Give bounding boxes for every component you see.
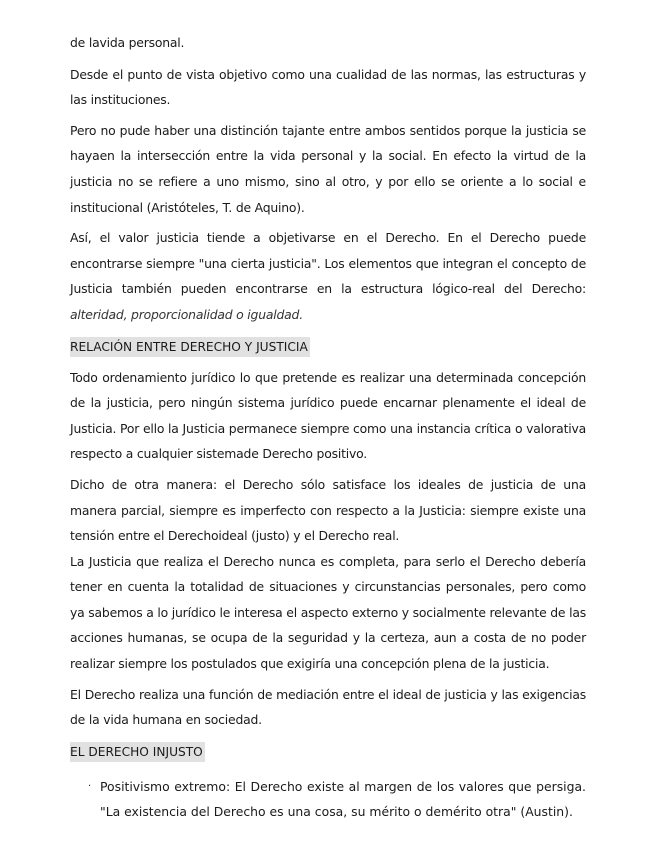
- section-heading-relation: RELACIÓN ENTRE DERECHO Y JUSTICIA: [70, 337, 310, 357]
- document-body: [70, 30, 586, 825]
- list-item: [70, 774, 586, 825]
- paragraph-objective-view: Desde el punto de vista objetivo como una cualidad de las normas, las estructuras y las instituciones.: [70, 66, 586, 108]
- section-heading-unjust-law: EL DERECHO INJUSTO: [70, 742, 205, 762]
- paragraph-justice-value-italic: alteridad, proporcionalidad o igualdad.: [70, 306, 303, 322]
- list-item-text: Positivismo extremo: El Derecho existe al margen de los valores que persiga. "La existencia del Derecho es una cosa, su mérito o demérito otra" (Austin).: [100, 778, 586, 820]
- paragraph-mediation: El Derecho realiza una función de mediación entre el ideal de justicia y las exigencias de la vida humana en sociedad.: [70, 686, 586, 728]
- paragraph-legal-order: Todo ordenamiento jurídico lo que pretende es realizar una determinada concepción de la justicia, pero ningún sistema jurídico puede encarnar plenamente el ideal de Justicia. Por ello la Justicia permanece siempre como una instancia crítica o valorativa respecto a cualquier sistemade Derecho positivo.: [70, 369, 586, 462]
- bullet-icon: ·: [88, 780, 92, 792]
- paragraph-justice-incomplete: La Justicia que realiza el Derecho nunca es completa, para serlo el Derecho debería tener en cuenta la totalidad de situaciones y circunstancias personales, pero como ya sabemos a lo jurídico le interesa el aspecto externo y socialmente relevante de las acciones humanas, se ocupa de la seguridad y la certeza, aun a costa de no poder realizar siempre los postulados que exigiría una concepción plena de la justicia.: [70, 553, 586, 672]
- paragraph-justice-value-text: Así, el valor justicia tiende a objetivarse en el Derecho. En el Derecho puede encontrarse siempre "una cierta justicia". Los elementos que integran el concepto de Justicia también pueden encontrarse en la estructura lógico-real del Derecho:: [70, 230, 586, 297]
- paragraph-justice-value: [70, 225, 586, 327]
- paragraph-continuation: de lavida personal.: [70, 35, 185, 50]
- paragraph-no-distinction: Pero no pude haber una distinción tajante entre ambos sentidos porque la justicia se hayaen la intersección entre la vida personal y la social. En efecto la virtud de la justicia no se refiere a uno mismo, sino al otro, y por ello se oriente a lo social e institucional (Aristóteles, T. de Aquino).: [70, 122, 586, 215]
- paragraph-other-words: Dicho de otra manera: el Derecho sólo satisface los ideales de justicia de una manera parcial, siempre es imperfecto con respecto a la Justicia: siempre existe una tensión entre el Derechoideal (justo) y el Derecho real.: [70, 476, 586, 544]
